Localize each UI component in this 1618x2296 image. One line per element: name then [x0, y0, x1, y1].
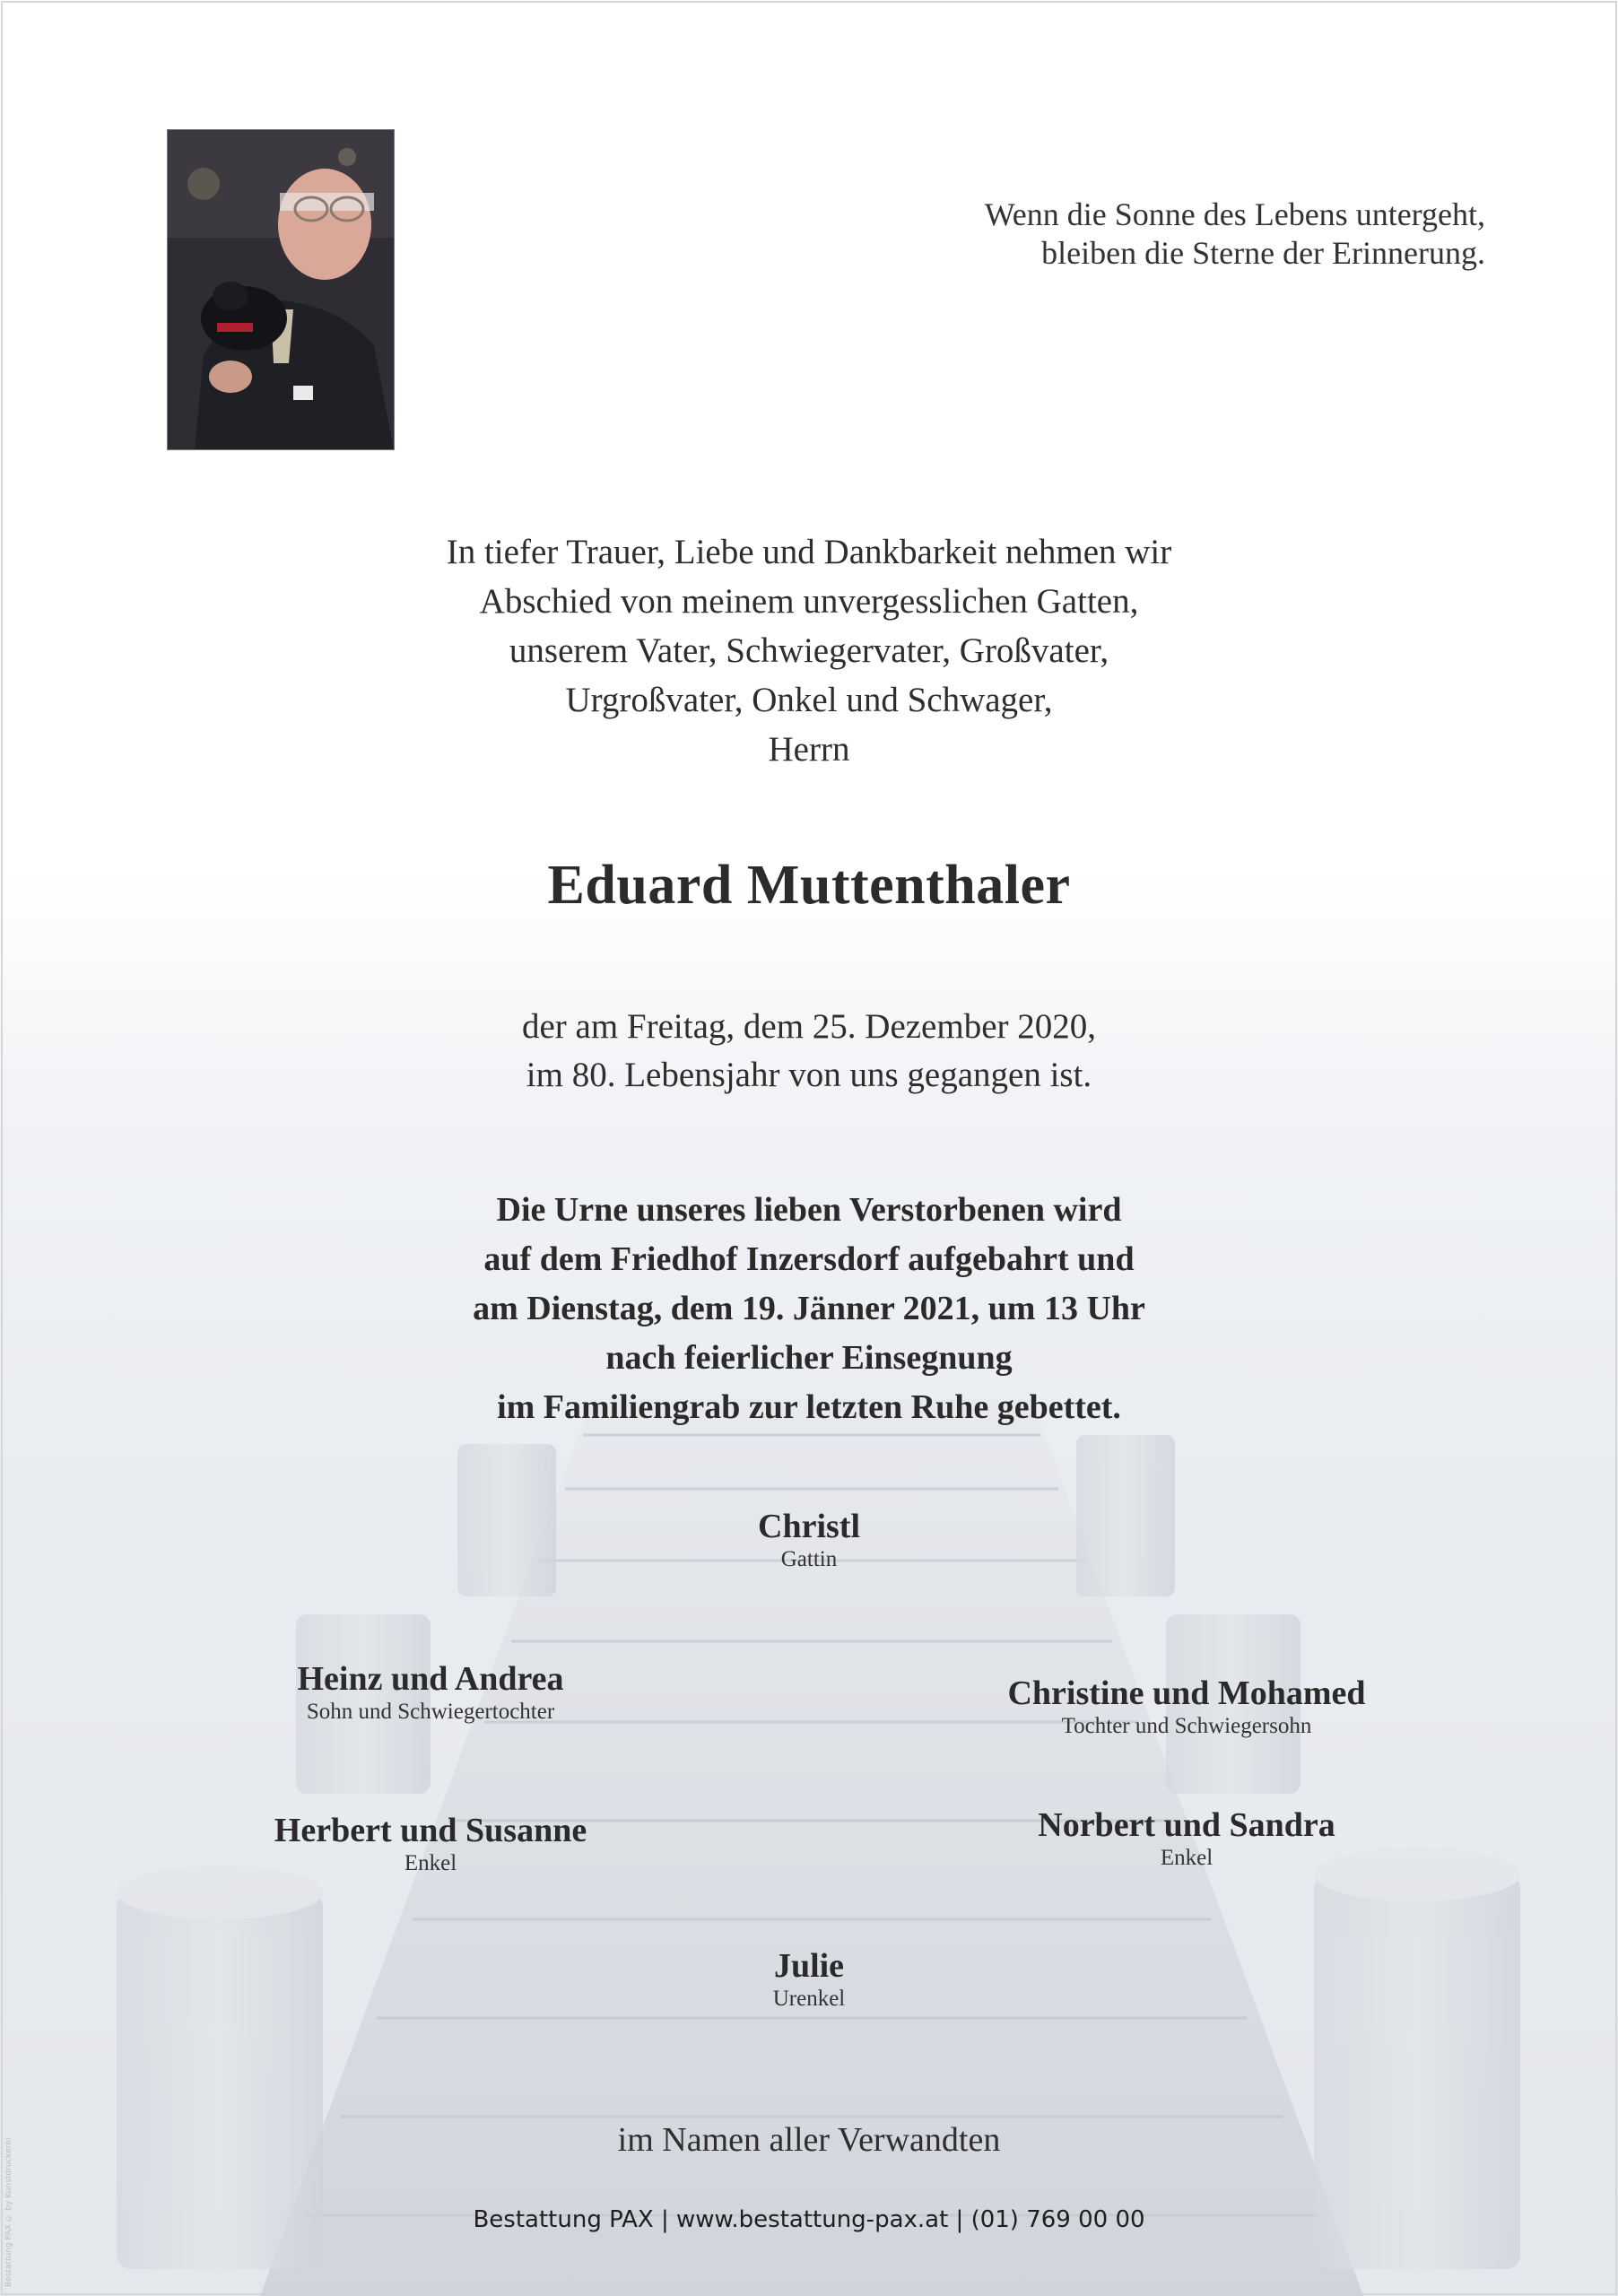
mourner-name: Norbert und Sandra [1038, 1806, 1335, 1844]
mourner-role: Sohn und Schwiegertochter [306, 1700, 555, 1724]
mourner-name: Julie [773, 1947, 845, 1985]
footer-contact: Bestattung PAX | www.bestattung-pax.at | (01) 769 00 00 [473, 2206, 1145, 2233]
funeral-line: am Dienstag, dem 19. Jänner 2021, um 13 Uhr [473, 1290, 1145, 1327]
image-credit: Bestattung PAX © by Kunstdruckerei [4, 2137, 13, 2287]
mourner-son [206, 1659, 655, 1726]
intro-line: unserem Vater, Schwiegervater, Großvater, [509, 631, 1109, 670]
mourner-role: Urenkel [772, 1987, 846, 2011]
motto-quote [985, 196, 1485, 273]
funeral-line: im Familiengrab zur letzten Ruhe gebettet. [497, 1388, 1121, 1426]
details-line: im 80. Lebensjahr von uns gegangen ist. [526, 1056, 1092, 1094]
intro-line: In tiefer Trauer, Liebe und Dankbarkeit nehmen wir [446, 533, 1172, 571]
portrait-photo [168, 130, 394, 449]
mourner-name: Christine und Mohamed [1007, 1674, 1366, 1712]
intro-line: Herrn [768, 730, 850, 769]
funeral-line: Die Urne unseres lieben Verstorbenen wird [496, 1191, 1122, 1229]
mourner-name: Christl [758, 1508, 860, 1545]
funeral-line: auf dem Friedhof Inzersdorf aufgebahrt und [483, 1240, 1135, 1278]
mourner-spouse [630, 1507, 988, 1573]
mourner-grandchild-1 [206, 1811, 655, 1877]
mourner-role: Gattin [780, 1547, 838, 1571]
mourner-great-grandchild [630, 1946, 988, 2013]
motto-line: bleiben die Sterne der Erinnerung. [1041, 235, 1485, 271]
motto-line: Wenn die Sonne des Lebens untergeht, [984, 196, 1485, 232]
intro-line: Urgroßvater, Onkel und Schwager, [565, 681, 1053, 719]
deceased-name: Eduard Muttenthaler [547, 855, 1071, 916]
details-line: der am Freitag, dem 25. Dezember 2020, [521, 1007, 1097, 1046]
funeral-line: nach feierlicher Einsegnung [605, 1339, 1013, 1377]
intro-text [0, 527, 1618, 774]
mourner-name: Herbert und Susanne [274, 1812, 587, 1849]
mourner-name: Heinz und Andrea [297, 1660, 564, 1698]
mourner-grandchild-2 [962, 1805, 1411, 1872]
closing-line: im Namen aller Verwandten [617, 2121, 1001, 2159]
mourner-daughter [935, 1674, 1438, 1740]
mourner-role: Enkel [1160, 1846, 1214, 1870]
mourner-role: Tochter und Schwiegersohn [1061, 1714, 1312, 1738]
death-details [0, 1003, 1618, 1100]
mourner-role: Enkel [404, 1851, 457, 1875]
intro-line: Abschied von meinem unvergesslichen Gatten, [479, 582, 1139, 621]
funeral-info [0, 1186, 1618, 1432]
